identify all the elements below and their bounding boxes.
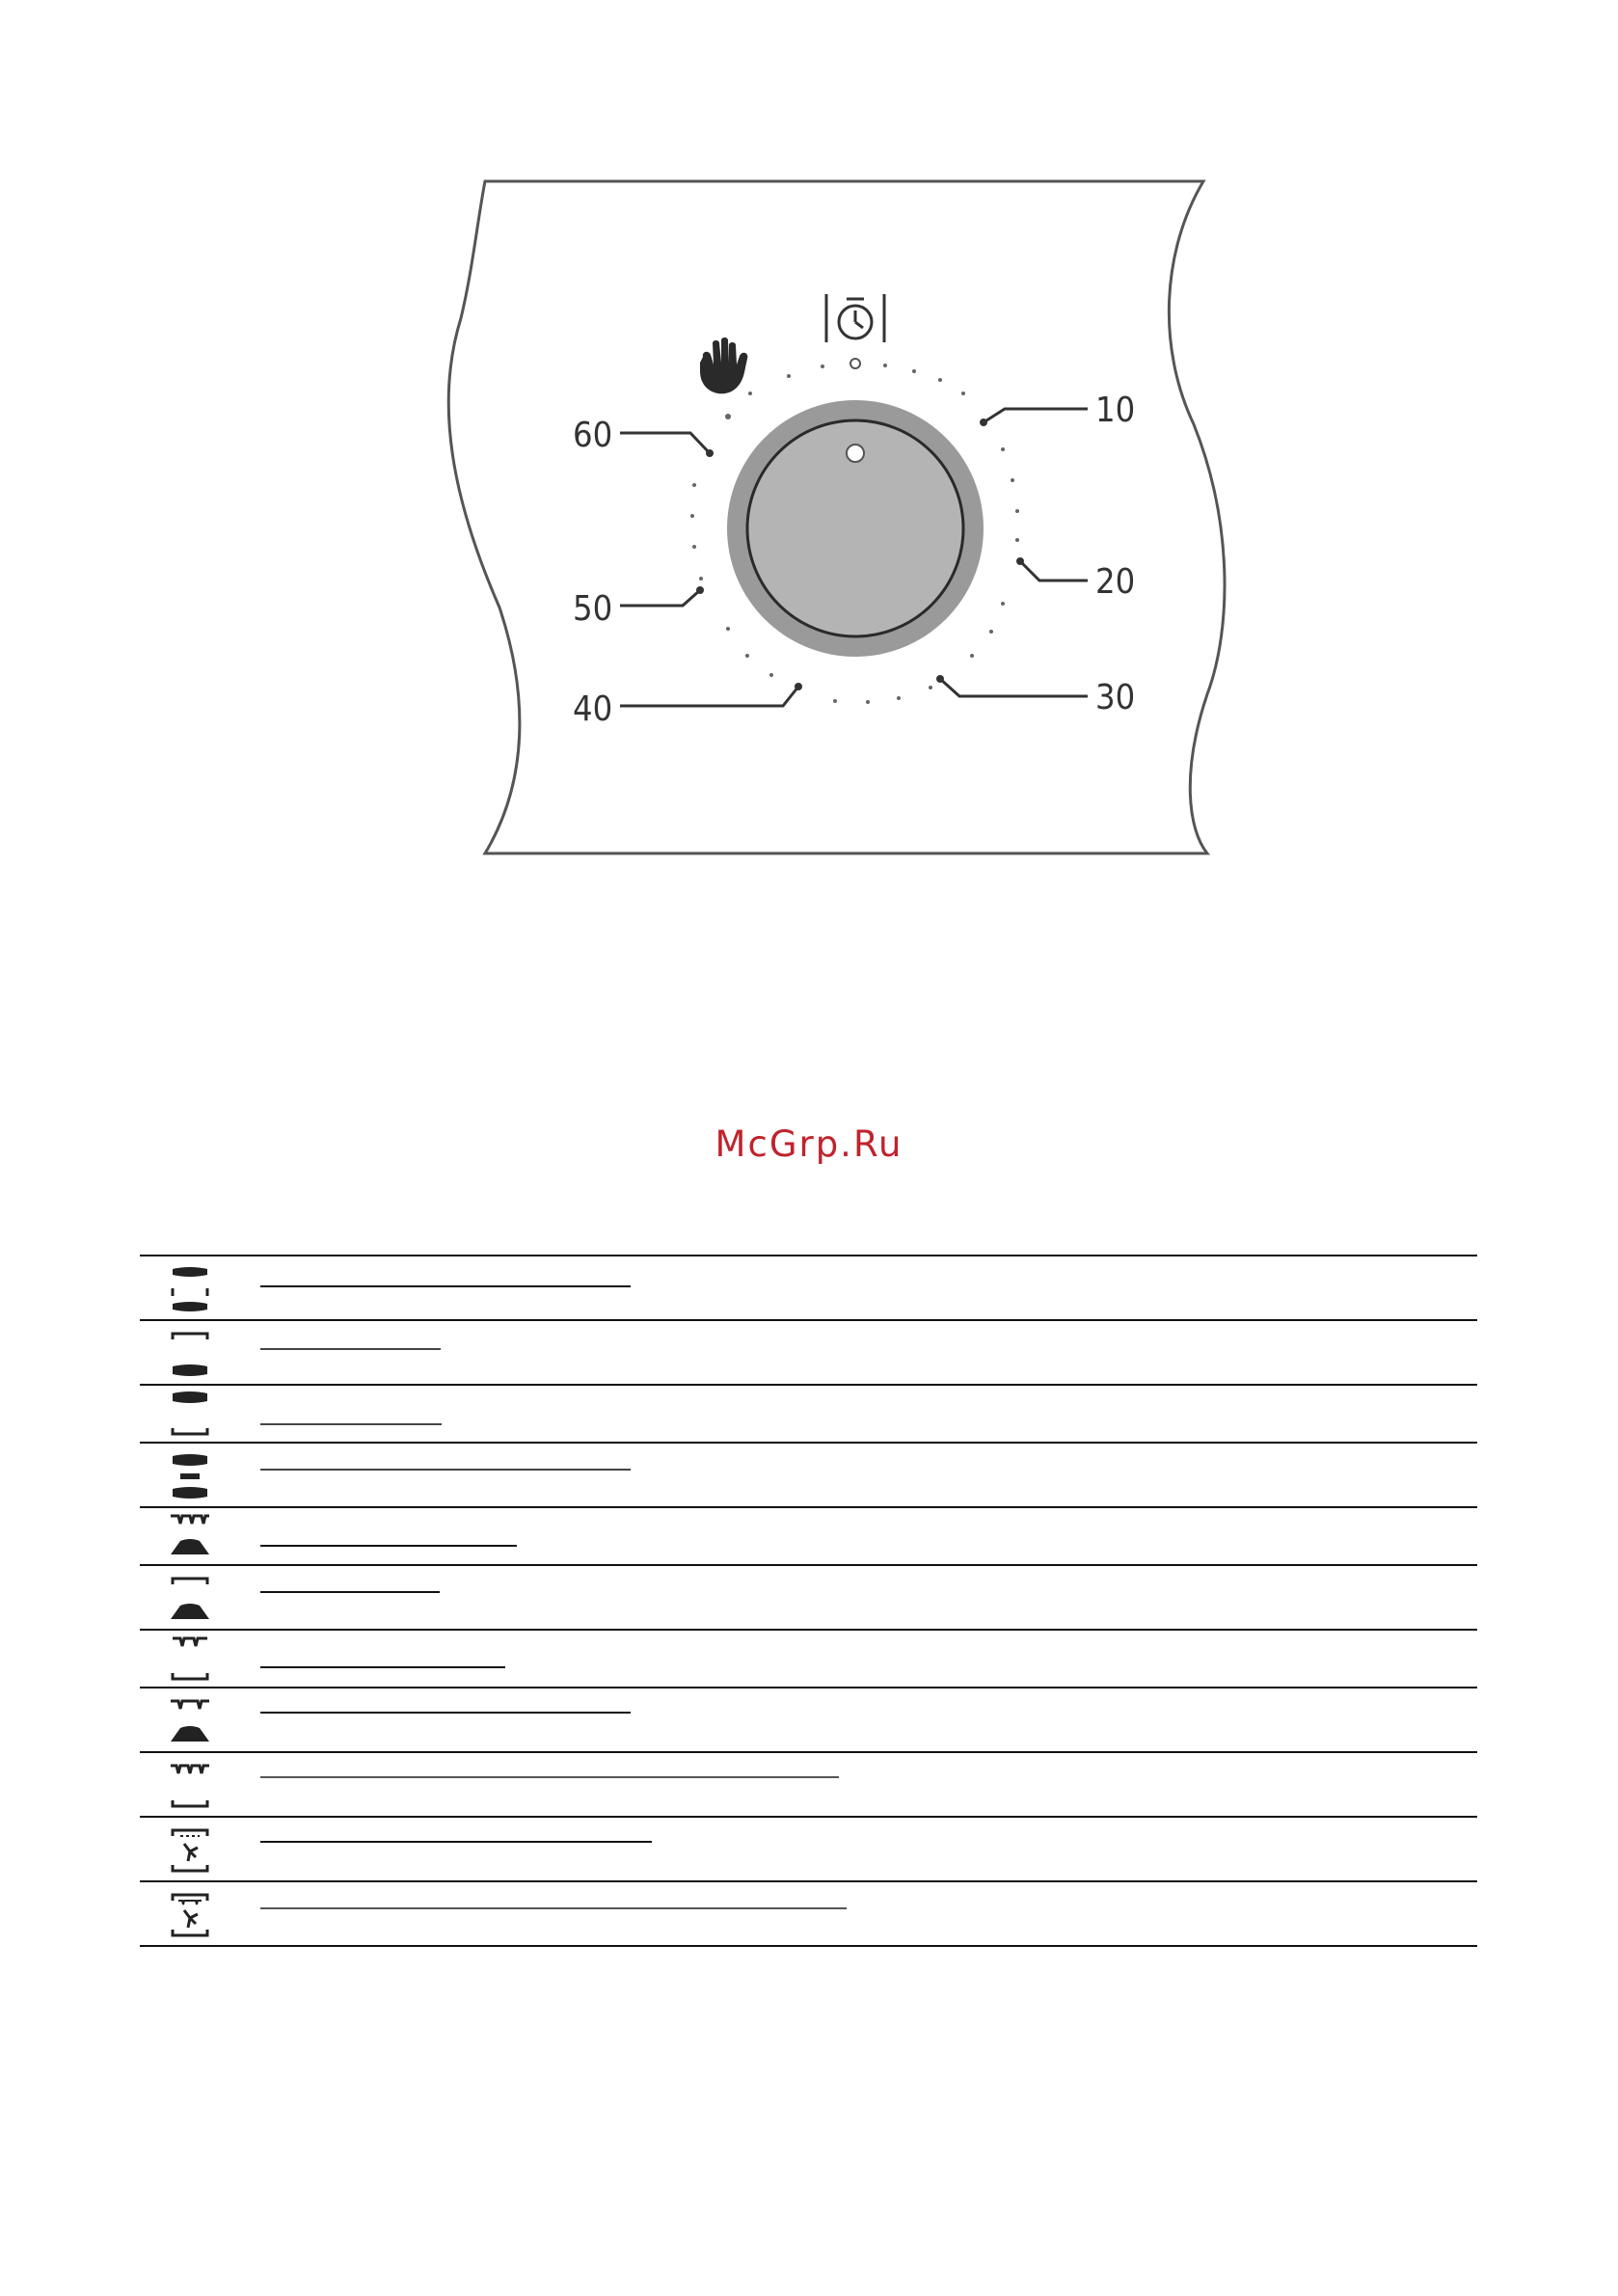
leader-60 [620, 433, 710, 453]
timer-knob-indicator [847, 445, 864, 462]
dial-label-50: 50 [573, 589, 613, 629]
dial-label-40: 40 [573, 689, 613, 729]
hand-icon [700, 338, 747, 393]
leader-50 [620, 590, 700, 606]
oven-functions-table [140, 1255, 1477, 1947]
function-row [140, 1753, 1477, 1818]
timer-dial-diagram [0, 0, 1618, 887]
grill-plus-bottom-icon [167, 1695, 213, 1747]
dial-label-30: 30 [1095, 678, 1136, 717]
grill-bottom-heat-icon [167, 1512, 213, 1562]
function-row [140, 1386, 1477, 1444]
function-row [140, 1508, 1477, 1566]
leader-20 [1020, 561, 1088, 581]
function-row [140, 1566, 1477, 1631]
function-row [140, 1688, 1477, 1753]
function-row [140, 1321, 1477, 1386]
leader-40 [620, 687, 798, 706]
watermark: McGrp.Ru [715, 1123, 903, 1165]
function-row [140, 1882, 1477, 1947]
leader-30 [940, 679, 1088, 696]
dial-label-20: 20 [1095, 562, 1136, 602]
stopwatch-icon [826, 294, 884, 342]
bottom-heat-icon [167, 1328, 213, 1380]
fan-grill-icon [167, 1889, 213, 1941]
full-grill-icon [167, 1760, 213, 1812]
top-bottom-heat-icon [167, 1263, 213, 1315]
function-row [140, 1256, 1477, 1321]
dial-label-10: 10 [1095, 391, 1136, 430]
function-row [140, 1818, 1477, 1882]
dial-label-60: 60 [573, 416, 613, 455]
top-bottom-heat-inner-icon [167, 1450, 213, 1502]
leader-10 [984, 409, 1088, 422]
bottom-intensive-heat-icon [167, 1573, 213, 1625]
function-row [140, 1444, 1477, 1508]
grill-icon [167, 1634, 213, 1685]
function-row [140, 1631, 1477, 1688]
fan-top-bottom-icon [167, 1824, 213, 1877]
top-heat-icon [167, 1390, 213, 1440]
